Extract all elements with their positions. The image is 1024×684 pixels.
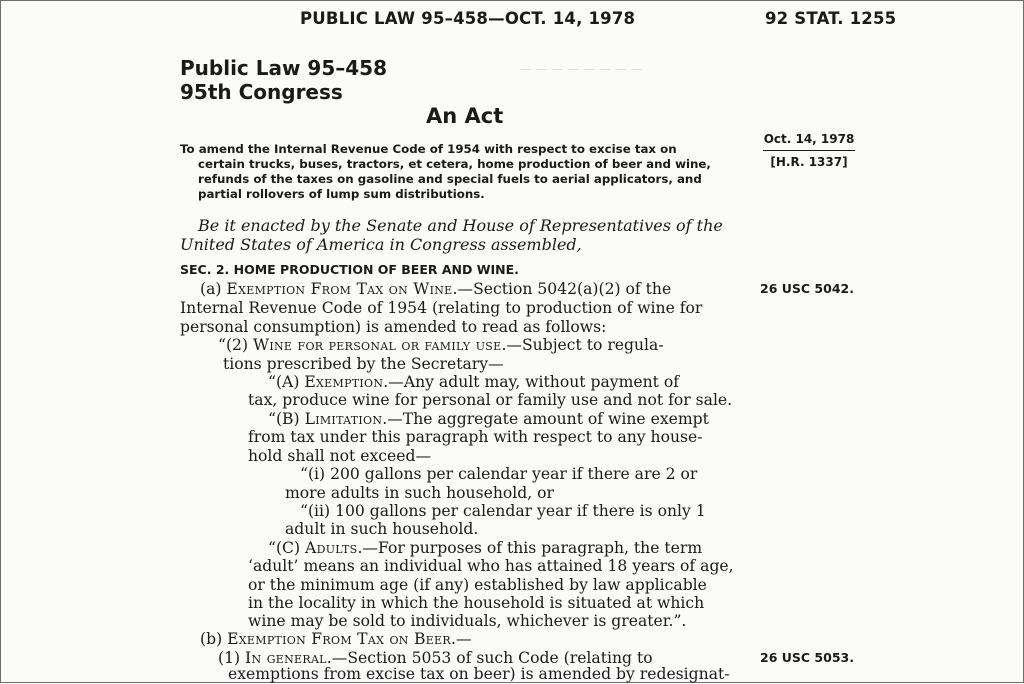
subsection-heading: Exemption From Tax on Beer (227, 630, 451, 648)
body-line: ‘adult’ means an individual who has attained 18 years of age, (248, 557, 734, 575)
act-heading: An Act (426, 104, 504, 128)
body-line: more adults in such household, or (285, 484, 554, 502)
date-bill-sidebox (763, 130, 855, 171)
purpose-line: refunds of the taxes on gasoline and special fuels to aerial applicators, and (198, 172, 702, 186)
body-line: tions prescribed by the Secretary— (223, 355, 504, 373)
subparagraph-B-line (268, 410, 709, 429)
body-line: Internal Revenue Code of 1954 (relating to production of wine for (180, 299, 703, 317)
paragraph-label: “(2) (218, 336, 254, 354)
body-text: .—Subject to regula- (501, 336, 664, 354)
body-line: personal consumption) is amended to read as follows: (180, 318, 607, 336)
body-line: from tax under this paragraph with respect to any house- (248, 428, 703, 446)
body-text: .—Section 5053 of such Code (relating to (326, 649, 653, 667)
subsection-a-line (200, 280, 671, 299)
purpose-clause (180, 142, 740, 202)
subsection-label: (b) (200, 630, 228, 648)
body-text: .—For purposes of this paragraph, the term (357, 539, 703, 557)
subparagraph-C-line (268, 539, 702, 558)
subparagraph-A-line (268, 373, 679, 392)
running-header-stat-page: 92 STAT. 1255 (765, 9, 897, 28)
body-text: .—Section 5042(a)(2) of the (452, 280, 672, 298)
body-line: tax, produce wine for personal or family use and not for sale. (248, 391, 733, 409)
paragraph-heading: Wine for personal or family use (253, 336, 502, 354)
enactment-date: Oct. 14, 1978 (763, 130, 855, 151)
paragraph-heading: In general (245, 649, 327, 667)
enacting-clause (180, 216, 745, 254)
subsection-b-line (200, 630, 472, 649)
enacting-line: United States of America in Congress assembled, (180, 235, 582, 254)
law-title-block (180, 56, 387, 104)
subparagraph-label: “(B) (268, 410, 305, 428)
running-header-title: PUBLIC LAW 95–458—OCT. 14, 1978 (300, 9, 636, 28)
paragraph-label: (1) (218, 649, 246, 667)
public-law-number: Public Law 95–458 (180, 56, 388, 80)
subparagraph-label: “(A) (268, 373, 305, 391)
body-text: .—The aggregate amount of wine exempt (382, 410, 709, 428)
margin-citation: 26 USC 5042. (760, 281, 854, 296)
body-line: exemptions from excise tax on beer) is amended by redesignat- (228, 665, 730, 683)
subparagraph-label: “(C) (268, 539, 306, 557)
clause-i-line: “(i) 200 gallons per calendar year if there are 2 or (300, 465, 698, 483)
body-line: adult in such household. (285, 520, 479, 538)
subparagraph-heading: Limitation (304, 410, 383, 428)
paragraph-2-line (218, 336, 664, 355)
bill-number: [H.R. 1337] (770, 155, 848, 169)
body-text: .—Any adult may, without payment of (383, 373, 680, 391)
body-line: in the locality in which the household is situated at which (248, 594, 705, 612)
congress-number: 95th Congress (180, 80, 343, 104)
body-line: hold shall not exceed— (248, 447, 432, 465)
body-text: .— (450, 630, 472, 648)
margin-citation: 26 USC 5053. (760, 650, 854, 665)
bleed-through-text: — — — — — — — — (520, 62, 643, 76)
clause-ii-line: “(ii) 100 gallons per calendar year if there is only 1 (300, 502, 706, 520)
purpose-line: certain trucks, buses, tractors, et cetera, home production of beer and wine, (198, 157, 711, 171)
body-line: wine may be sold to individuals, whichever is greater.”. (248, 612, 687, 630)
subsection-heading: Exemption From Tax on Wine (226, 280, 453, 298)
subparagraph-heading: Exemption (304, 373, 384, 391)
subsection-label: (a) (200, 280, 227, 298)
body-line: or the minimum age (if any) established by law applicable (248, 576, 707, 594)
subparagraph-heading: Adults (305, 539, 358, 557)
purpose-line: partial rollovers of lump sum distributions. (198, 187, 485, 201)
purpose-line: To amend the Internal Revenue Code of 1954 with respect to excise tax on (180, 142, 677, 156)
enacting-line: Be it enacted by the Senate and House of Representatives of the (198, 216, 723, 235)
section-heading: SEC. 2. HOME PRODUCTION OF BEER AND WINE. (180, 262, 519, 277)
